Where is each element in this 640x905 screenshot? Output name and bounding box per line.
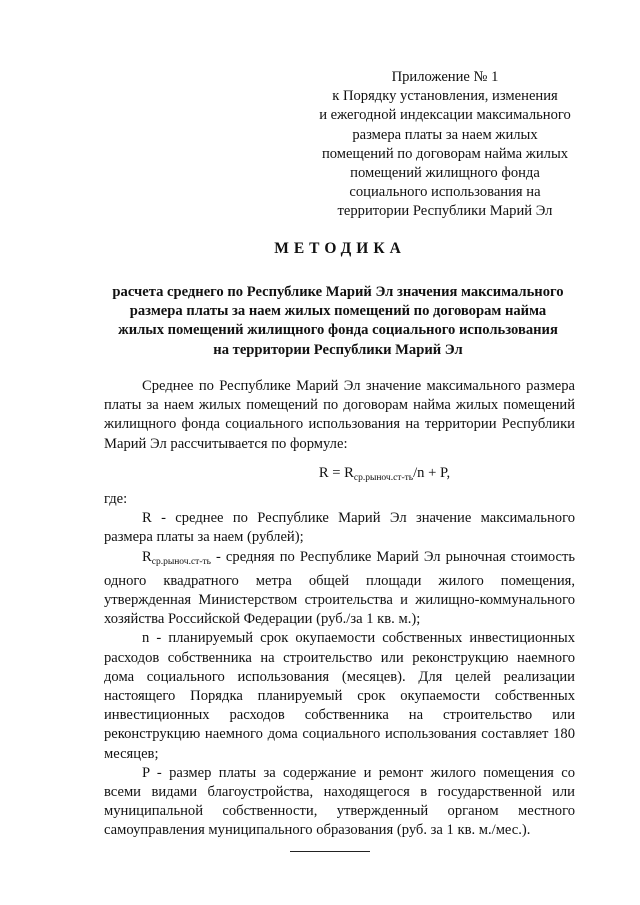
definition-r: R - среднее по Республике Марий Эл значение максимального размера платы за наем (рублей); bbox=[104, 510, 575, 546]
rsr-symbol: R bbox=[142, 548, 152, 565]
definitions-list bbox=[104, 509, 575, 840]
subtitle-line: размера платы за наем жилых помещений по договорам найма bbox=[129, 303, 547, 320]
formula bbox=[104, 464, 575, 488]
where-label: где: bbox=[104, 491, 128, 508]
subtitle-line: на территории Республики Марий Эл bbox=[213, 341, 463, 358]
appendix-line: территории Республики Марий Эл bbox=[337, 203, 553, 220]
definition-rsr bbox=[104, 548, 575, 630]
appendix-line: размера платы за наем жилых bbox=[352, 126, 538, 143]
formula-right: /n + P, bbox=[413, 464, 451, 481]
document-body bbox=[104, 377, 575, 841]
subtitle-line: жилых помещений жилищного фонда социального использования bbox=[118, 322, 558, 339]
definition-p: P - размер платы за содержание и ремонт жилого помещения со всеми видами благоустройства, находящегося в государственной или муниципальной собственности, утвержденный органом местного самоуправления муниципального образования (руб. за 1 кв. м./мес.). bbox=[104, 764, 575, 839]
end-divider bbox=[290, 851, 370, 852]
formula-left: R = R bbox=[318, 464, 354, 481]
subtitle-line: расчета среднего по Республике Марий Эл значения максимального bbox=[112, 284, 564, 300]
rsr-subscript: ср.рыноч.ст-ть bbox=[151, 556, 211, 567]
document-subtitle bbox=[88, 283, 588, 360]
appendix-line: к Порядку установления, изменения bbox=[332, 88, 558, 105]
appendix-line: Приложение № 1 bbox=[391, 69, 499, 85]
appendix-line: помещений жилищного фонда bbox=[350, 165, 540, 182]
document-title: МЕТОДИКА bbox=[274, 240, 406, 257]
definition-n: n - планируемый срок окупаемости собственных инвестиционных расходов собственника на строительство или реконструкцию наемного дома социального использования (месяцев). Для целей реализации настоящего Порядка планируемый срок окупаемости собственных инвестиционных расходов собственника на строительство или реконструкцию наемного дома социального использования составляет 180 месяцев; bbox=[104, 630, 575, 762]
rsr-text: - средняя по Республике Марий Эл рыночная стоимость одного квадратного метра общей площади жилого помещения, утвержденная Министерством строительства и жилищно-коммунального хозяйства Российской Федерации (руб./за 1 кв. м.); bbox=[104, 548, 575, 628]
formula-subscript: ср.рыноч.ст-ть bbox=[353, 472, 414, 483]
intro-paragraph: Среднее по Республике Марий Эл значение максимального размера платы за наем жилых помещений по договорам найма жилых помещений жилищного фонда социального использования на территории Республики Марий Эл рассчитывается по формуле: bbox=[104, 378, 575, 452]
appendix-line: и ежегодной индексации максимального bbox=[319, 107, 571, 124]
appendix-line: помещений по договорам найма жилых bbox=[321, 145, 569, 162]
appendix-header bbox=[300, 68, 590, 222]
appendix-line: социального использования на bbox=[349, 184, 541, 201]
